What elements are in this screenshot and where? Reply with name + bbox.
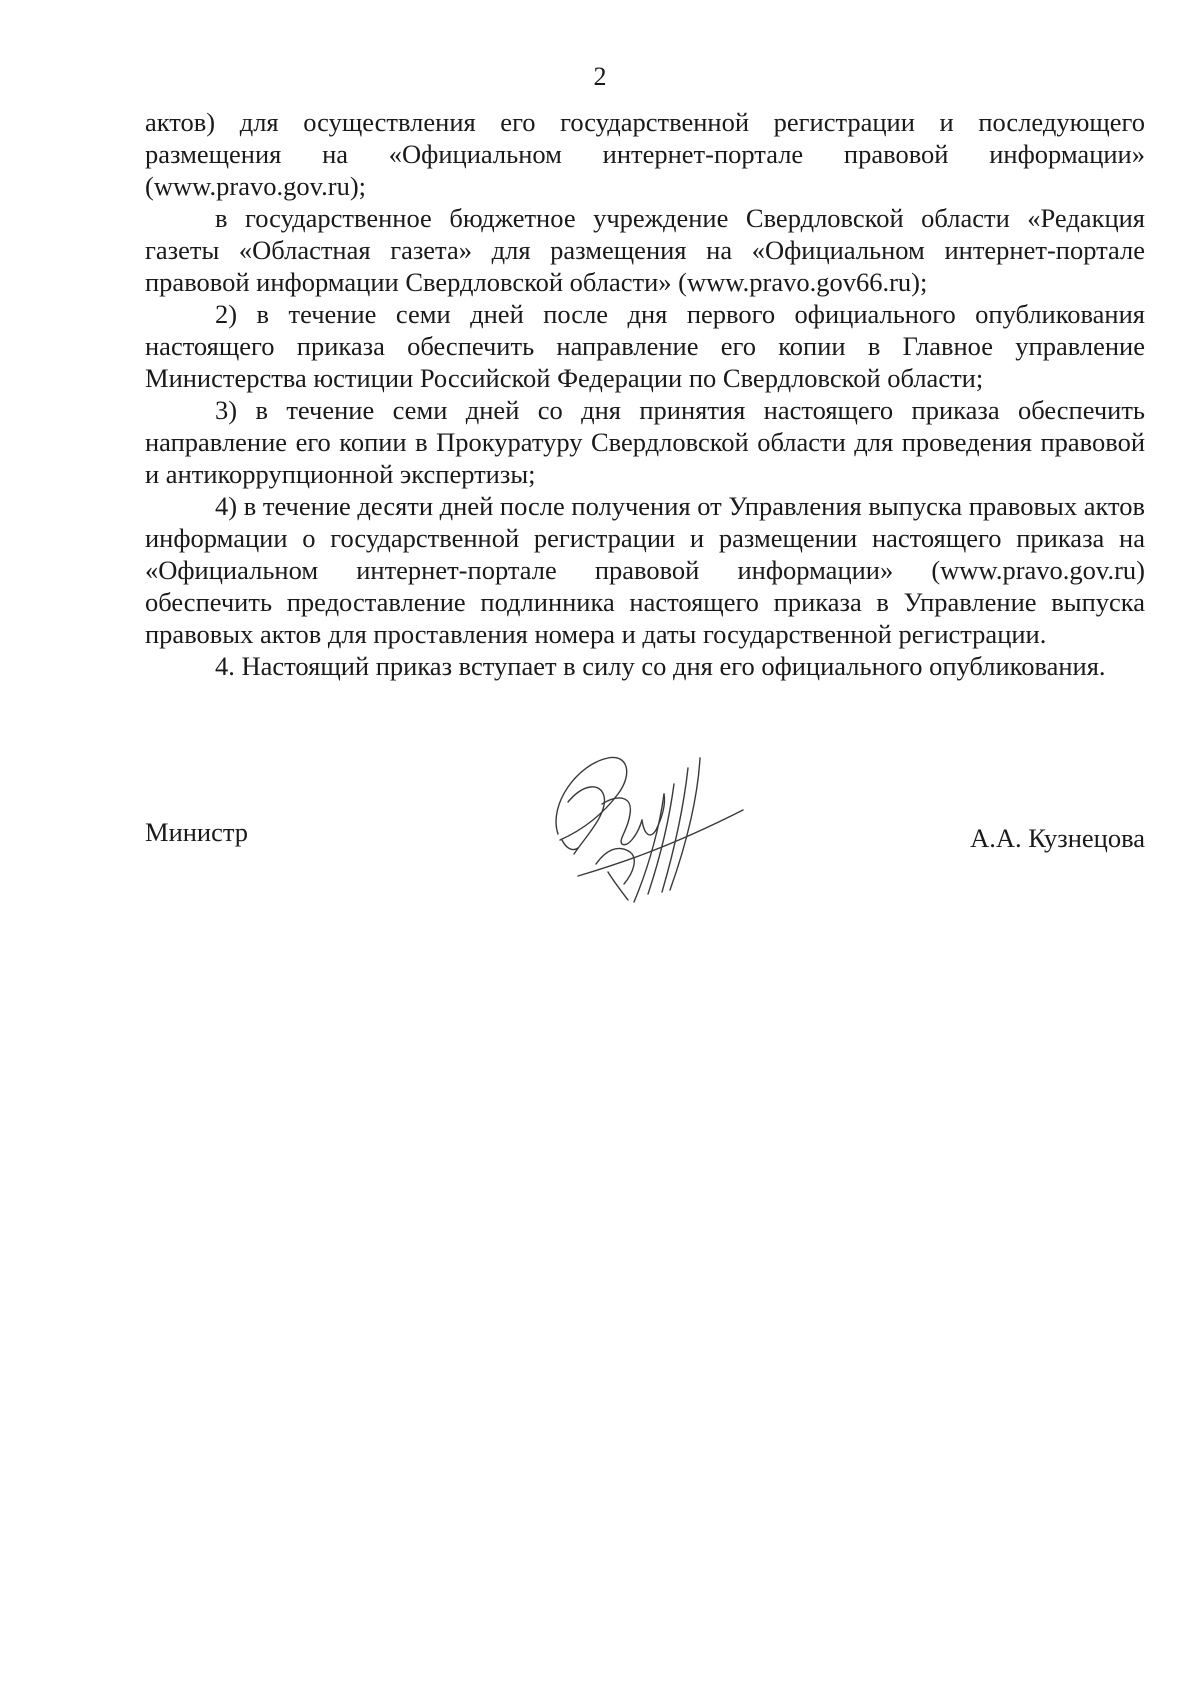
page-number: 2 [593,62,607,91]
paragraph-item-4: 4) в течение десяти дней после получения от Управления выпуска правовых актов информации о государственной регистрации и размещении настоящего приказа на «Официальном интернет-портале правовой информации» (www.pravo.gov.ru) обеспечить предоставление подлинника настоящего приказа в Управление выпуска правовых актов для проставления номера и даты государственной регистрации. [145,491,1145,649]
paragraph-registration: актов) для осуществления его государственной регистрации и последующего размещения на «Официальном интернет-портале правовой информации» (www.pravo.gov.ru); [145,107,1145,201]
handwritten-signature [538,744,758,914]
paragraph-oblastnaya-gazeta: в государственное бюджетное учреждение Свердловской области «Редакция газеты «Областная газета» для размещения на «Официальном интернет-портале правовой информации Свердловской области» (www.pravo.gov66.ru); [145,203,1145,297]
paragraph-effective-date: 4. Настоящий приказ вступает в силу со дня его официального опубликования. [215,651,1106,681]
signer-name: А.А. Кузнецова [970,823,1145,853]
paragraph-item-2: 2) в течение семи дней после дня первого официального опубликования настоящего приказа обеспечить направление его копии в Главное управление Министерства юстиции Российской Федерации по Свердловской области; [145,299,1145,393]
document-body [145,106,1145,682]
paragraph-item-3: 3) в течение семи дней со дня принятия настоящего приказа обеспечить направление его копии в Прокуратуру Свердловской области для проведения правовой и антикоррупционной экспертизы; [145,395,1145,489]
signature-block [145,760,1145,920]
signer-title: Министр [145,817,249,847]
